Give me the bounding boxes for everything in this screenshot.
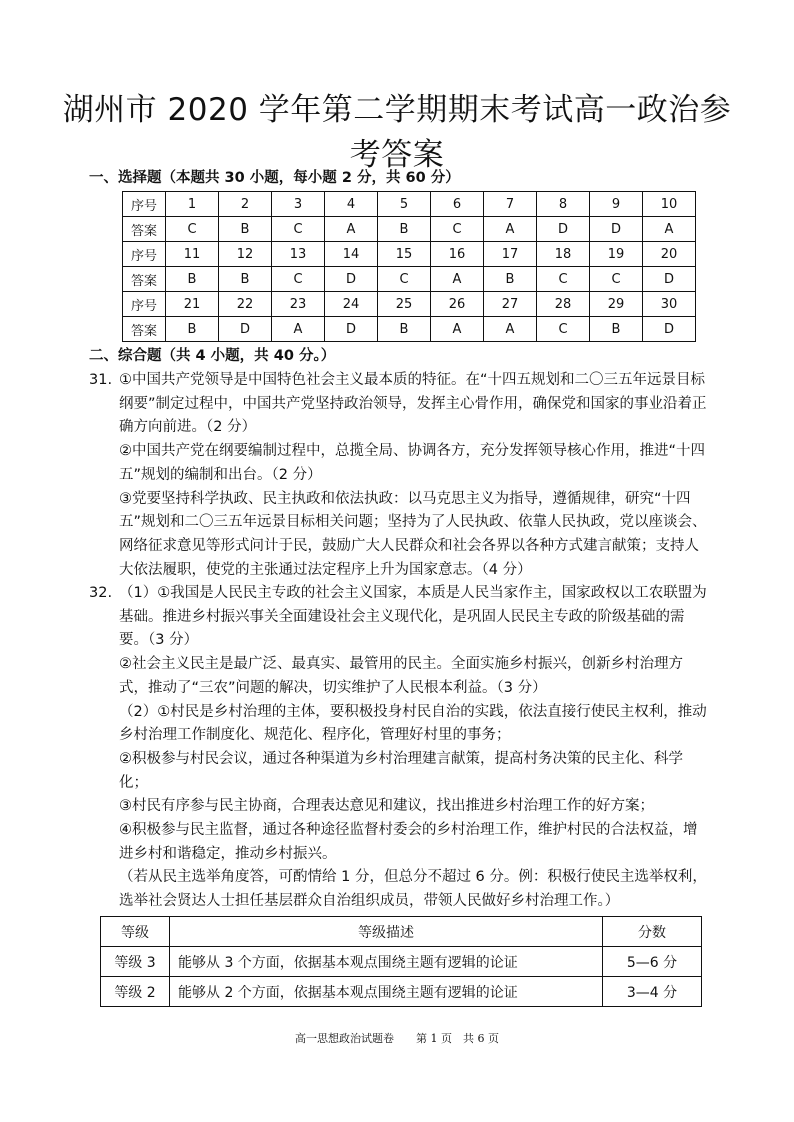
answer-cell: C bbox=[378, 267, 431, 292]
answer-cell: A bbox=[484, 217, 537, 242]
grade-score: 5—6 分 bbox=[603, 947, 702, 977]
section-multiple-choice-heading: 一、选择题（本题共 30 小题，每小题 2 分，共 60 分） bbox=[89, 170, 460, 186]
answer-cell: 2 bbox=[219, 192, 272, 217]
page-footer: 高一思想政治试题卷 第 1 页 共 6 页 bbox=[295, 1032, 499, 1045]
answer-cell: 3 bbox=[272, 192, 325, 217]
answer-cell: A bbox=[272, 317, 325, 342]
question-number: 31. bbox=[89, 372, 113, 388]
answer-cell: C bbox=[537, 267, 590, 292]
answer-cell: A bbox=[325, 217, 378, 242]
answer-cell: C bbox=[590, 267, 643, 292]
row-label: 答案 bbox=[123, 267, 166, 292]
answer-table-row bbox=[123, 292, 696, 317]
grade-description: 能够从 2 个方面，依据基本观点围绕主题有逻辑的论证 bbox=[170, 977, 603, 1007]
row-label: 答案 bbox=[123, 317, 166, 342]
grading-row bbox=[101, 977, 702, 1007]
answer-cell: 16 bbox=[431, 242, 484, 267]
grade-level: 等级 3 bbox=[101, 947, 170, 977]
answer-paragraph: ③党要坚持科学执政、民主执政和依法执政：以马克思主义为指导，遵循规律，研究“十四五”规划和二〇三五年远景目标相关问题；坚持为了人民执政、依靠人民执政，党以座谈会、网络征求意见等形式问计于民，鼓励广大人民群众和社会各界以各种方式建言献策；支持人大依法履职，使党的主张通过法定程序上升为国家意志。（4 分） bbox=[119, 490, 707, 578]
answer-table-row bbox=[123, 192, 696, 217]
answer-cell: 15 bbox=[378, 242, 431, 267]
answer-cell: D bbox=[590, 217, 643, 242]
answer-cell: B bbox=[484, 267, 537, 292]
row-label: 答案 bbox=[123, 217, 166, 242]
answer-cell: A bbox=[484, 317, 537, 342]
answer-cell: 10 bbox=[643, 192, 696, 217]
grading-row bbox=[101, 947, 702, 977]
answer-cell: 13 bbox=[272, 242, 325, 267]
answer-paragraph: ②中国共产党在纲要编制过程中，总揽全局、协调各方，充分发挥领导核心作用，推进“十四五”规划的编制和出台。（2 分） bbox=[119, 443, 706, 483]
answer-cell: A bbox=[431, 317, 484, 342]
answer-paragraph: ③村民有序参与民主协商，合理表达意见和建议，找出推进乡村治理工作的好方案； bbox=[119, 798, 654, 815]
answer-cell: 8 bbox=[537, 192, 590, 217]
answer-cell: C bbox=[166, 217, 219, 242]
scoring-note: （若从民主选举角度答，可酌情给 1 分，但总分不超过 6 分。例：积极行使民主选举权利，选举社会贤达人士担任基层群众自治组织成员，带领人民做好乡村治理工作。） bbox=[119, 869, 707, 910]
answer-paragraph: （2）①村民是乡村治理的主体，要积极投身村民自治的实践，依法直接行使民主权利，推动乡村治理工作制度化、规范化、程序化，管理好村里的事务； bbox=[119, 703, 707, 744]
answer-cell: 6 bbox=[431, 192, 484, 217]
answer-cell: 25 bbox=[378, 292, 431, 317]
answer-cell: 27 bbox=[484, 292, 537, 317]
answer-cell: 21 bbox=[166, 292, 219, 317]
answer-cell: 5 bbox=[378, 192, 431, 217]
answer-cell: 28 bbox=[537, 292, 590, 317]
grading-header-row bbox=[101, 917, 702, 947]
answer-cell: 9 bbox=[590, 192, 643, 217]
row-label: 序号 bbox=[123, 192, 166, 217]
answer-cell: 20 bbox=[643, 242, 696, 267]
grade-score: 3—4 分 bbox=[603, 977, 702, 1007]
answer-table bbox=[122, 191, 696, 342]
question-31 bbox=[89, 369, 711, 582]
answer-cell: C bbox=[537, 317, 590, 342]
answer-cell: 19 bbox=[590, 242, 643, 267]
answer-cell: D bbox=[219, 317, 272, 342]
answer-paragraph: ②社会主义民主是最广泛、最真实、最管用的民主。全面实施乡村振兴，创新乡村治理方式，推动了“三农”问题的解决，切实维护了人民根本利益。（3 分） bbox=[119, 656, 683, 696]
answer-cell: 12 bbox=[219, 242, 272, 267]
header-cell: 分数 bbox=[603, 917, 702, 947]
answer-table-row bbox=[123, 217, 696, 242]
answer-cell: 4 bbox=[325, 192, 378, 217]
answer-cell: B bbox=[166, 317, 219, 342]
grading-table bbox=[100, 916, 702, 1007]
header-cell: 等级描述 bbox=[170, 917, 603, 947]
answer-cell: 26 bbox=[431, 292, 484, 317]
grade-level: 等级 2 bbox=[101, 977, 170, 1007]
row-label: 序号 bbox=[123, 242, 166, 267]
answer-cell: 11 bbox=[166, 242, 219, 267]
answer-paragraph: ②积极参与村民会议，通过各种渠道为乡村治理建言献策，提高村务决策的民主化、科学化； bbox=[119, 750, 683, 791]
answer-cell: 23 bbox=[272, 292, 325, 317]
answer-cell: B bbox=[590, 317, 643, 342]
answer-cell: 30 bbox=[643, 292, 696, 317]
answer-cell: 18 bbox=[537, 242, 590, 267]
question-number: 32. bbox=[89, 585, 113, 601]
answer-table-row bbox=[123, 267, 696, 292]
answer-cell: 29 bbox=[590, 292, 643, 317]
answer-cell: B bbox=[219, 217, 272, 242]
answer-cell: B bbox=[166, 267, 219, 292]
row-label: 序号 bbox=[123, 292, 166, 317]
answer-cell: D bbox=[325, 267, 378, 292]
answer-cell: D bbox=[325, 317, 378, 342]
answer-cell: B bbox=[378, 317, 431, 342]
question-32 bbox=[89, 582, 711, 914]
answer-cell: 17 bbox=[484, 242, 537, 267]
answer-cell: 14 bbox=[325, 242, 378, 267]
answer-cell: D bbox=[537, 217, 590, 242]
grade-description: 能够从 3 个方面，依据基本观点围绕主题有逻辑的论证 bbox=[170, 947, 603, 977]
answer-paragraph: （1）①我国是人民民主专政的社会主义国家，本质是人民当家作主，国家政权以工农联盟为基础。推进乡村振兴事关全面建设社会主义现代化，是巩固人民民主专政的阶级基础的需要。（3 分） bbox=[119, 585, 707, 649]
answer-cell: A bbox=[643, 217, 696, 242]
section-comprehensive-heading: 二、综合题（共 4 小题，共 40 分。） bbox=[89, 348, 336, 364]
answer-cell: A bbox=[431, 267, 484, 292]
answer-cell: 22 bbox=[219, 292, 272, 317]
answer-cell: 24 bbox=[325, 292, 378, 317]
answer-cell: 1 bbox=[166, 192, 219, 217]
answer-table-row bbox=[123, 242, 696, 267]
header-cell: 等级 bbox=[101, 917, 170, 947]
answer-cell: D bbox=[643, 317, 696, 342]
answer-cell: B bbox=[219, 267, 272, 292]
answer-cell: 7 bbox=[484, 192, 537, 217]
answer-table-row bbox=[123, 317, 696, 342]
page-title: 湖州市 2020 学年第二学期期末考试高一政治参考答案 bbox=[62, 92, 732, 173]
answer-cell: D bbox=[643, 267, 696, 292]
answer-cell: C bbox=[272, 267, 325, 292]
answer-cell: C bbox=[431, 217, 484, 242]
answer-cell: B bbox=[378, 217, 431, 242]
answer-cell: C bbox=[272, 217, 325, 242]
answer-paragraph: ④积极参与民主监督，通过各种途径监督村委会的乡村治理工作，维护村民的合法权益，增进乡村和谐稳定，推动乡村振兴。 bbox=[119, 822, 698, 862]
answer-paragraph: ①中国共产党领导是中国特色社会主义最本质的特征。在“十四五规划和二〇三五年远景目标纲要”制定过程中，中国共产党坚持政治领导，发挥主心骨作用，确保党和国家的事业沿着正确方向前进。（2 分） bbox=[119, 372, 707, 436]
